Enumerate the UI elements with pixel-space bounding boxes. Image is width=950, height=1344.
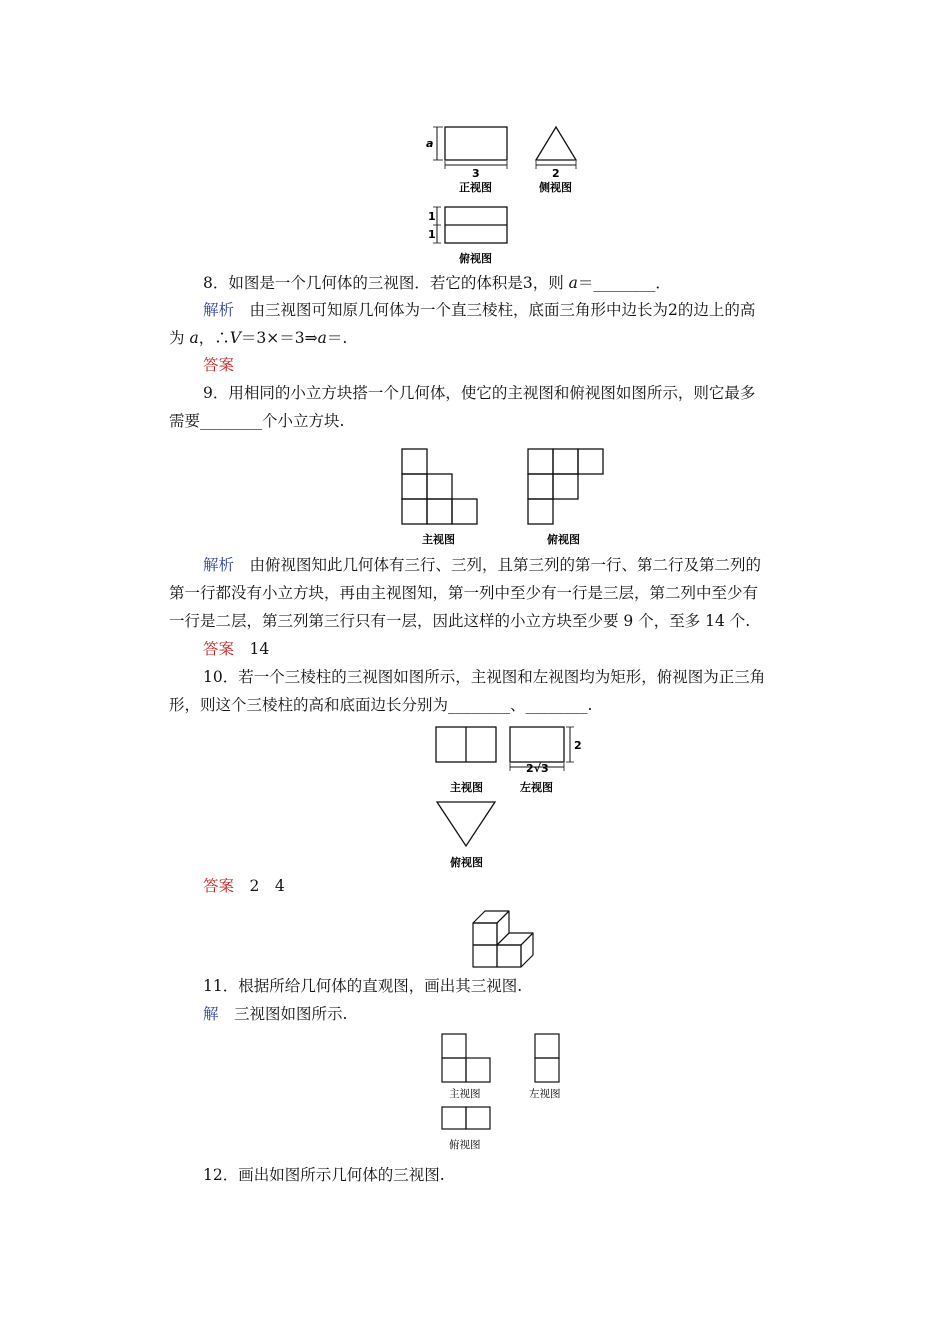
fig9-front-cell [452, 499, 477, 524]
fig8-top-caption: 俯视图 [459, 252, 492, 265]
question-10-line2: 形，则这个三棱柱的高和底面边长分别为________、________. [169, 696, 593, 714]
solution-9-line2: 第一行都没有小立方块，再由主视图知，第一列中至少有一行是三层，第二列中至少有 [169, 584, 759, 602]
fig9-top-cell [553, 474, 578, 499]
fig9-top-caption: 俯视图 [547, 533, 580, 546]
fig11-isometric-blocks [468, 900, 548, 972]
fig11-front-cell [442, 1034, 466, 1058]
fig8-side-caption: 侧视图 [539, 181, 572, 194]
fig9-top-cell [553, 449, 578, 474]
question-8: 8．如图是一个几何体的三视图．若它的体积是3，则 a＝________． [203, 274, 671, 292]
fig9-front-cell [427, 474, 452, 499]
fig10-top-caption: 俯视图 [450, 856, 483, 869]
fig9-top-cell [578, 449, 603, 474]
fig11-front-caption: 主视图 [449, 1088, 481, 1100]
solution-8-line1: 解析 由三视图可知原几何体为一个直三棱柱，底面三角形中边长为2的边上的高 [203, 301, 756, 319]
solution-9-line3: 一行是二层，第三列第三行只有一层，因此这样的小立方块至少要 9 个，至多 14 个. [169, 612, 751, 630]
solution-8-line2: 为 a，∴V＝3×＝3⇒a＝. [169, 329, 348, 347]
fig10-dim-base: 2√3 [526, 762, 549, 775]
fig10-dim-2: 2 [574, 739, 582, 752]
fig11-left-cell [535, 1058, 559, 1082]
answer-10-value: 2 4 [249, 877, 285, 895]
fig10-front-caption: 主视图 [450, 781, 483, 794]
fig11-top-cell [442, 1107, 466, 1129]
question-12: 12．画出如图所示几何体的三视图. [203, 1166, 445, 1184]
solution-label: 解析 [203, 301, 235, 319]
answer-9 [203, 639, 269, 659]
answer-10 [203, 876, 285, 896]
solution-11: 解 三视图如图所示. [203, 1005, 348, 1023]
fig9-front-cell [402, 499, 427, 524]
fig8-dim-3: 3 [472, 167, 480, 180]
fig10-left-rect [510, 727, 564, 762]
fig10-top-triangle [437, 802, 495, 846]
answer-9-value: 14 [249, 640, 270, 658]
fig9-front-cell [402, 474, 427, 499]
fig10-left-caption: 左视图 [520, 781, 553, 794]
question-10-line1: 10．若一个三棱柱的三视图如图所示，主视图和左视图均为矩形，俯视图为正三角 [203, 668, 766, 686]
answer-label: 答案 [203, 640, 235, 658]
fig11-front-cell [442, 1058, 466, 1082]
fig9-front-caption: 主视图 [422, 533, 455, 546]
solution-9-line1: 解析 由俯视图知此几何体有三行、三列，且第三列的第一行、第二行及第二列的 [203, 556, 762, 574]
fig9-top-cell [528, 449, 553, 474]
fig11-views [436, 1030, 576, 1158]
fig8-dim-2: 2 [552, 167, 560, 180]
solution-label: 解 [203, 1005, 219, 1023]
fig9-front-cell [427, 499, 452, 524]
question-11: 11．根据所给几何体的直观图，画出其三视图. [203, 977, 523, 995]
fig8-front-rect [445, 127, 507, 160]
fig11-top-caption: 俯视图 [449, 1139, 481, 1151]
fig11-left-caption: 左视图 [529, 1088, 561, 1100]
fig8-front-caption: 正视图 [459, 181, 492, 194]
fig11-left-cell [535, 1034, 559, 1058]
fig8-side-triangle [536, 127, 576, 160]
fig11-front-cell [466, 1058, 490, 1082]
fig8-dim-1-bottom: 1 [428, 228, 436, 241]
question-9-line2: 需要________个小立方块. [169, 412, 345, 430]
fig8-dim-1-top: 1 [428, 210, 436, 223]
fig11-top-cell [466, 1107, 490, 1129]
fig9-front-cell [402, 449, 427, 474]
fig10-views [432, 722, 592, 872]
fig8-dim-a: a [426, 137, 434, 150]
question-9-line1: 9．用相同的小立方块搭一个几何体，使它的主视图和俯视图如图所示，则它最多 [203, 384, 756, 402]
fig9-top-cell [528, 474, 553, 499]
answer-8-label: 答案 [203, 356, 235, 374]
fig8-three-views [425, 122, 585, 272]
fig9-top-cell [528, 499, 553, 524]
solution-label: 解析 [203, 556, 235, 574]
fig9-views [398, 444, 610, 550]
answer-label: 答案 [203, 877, 235, 895]
